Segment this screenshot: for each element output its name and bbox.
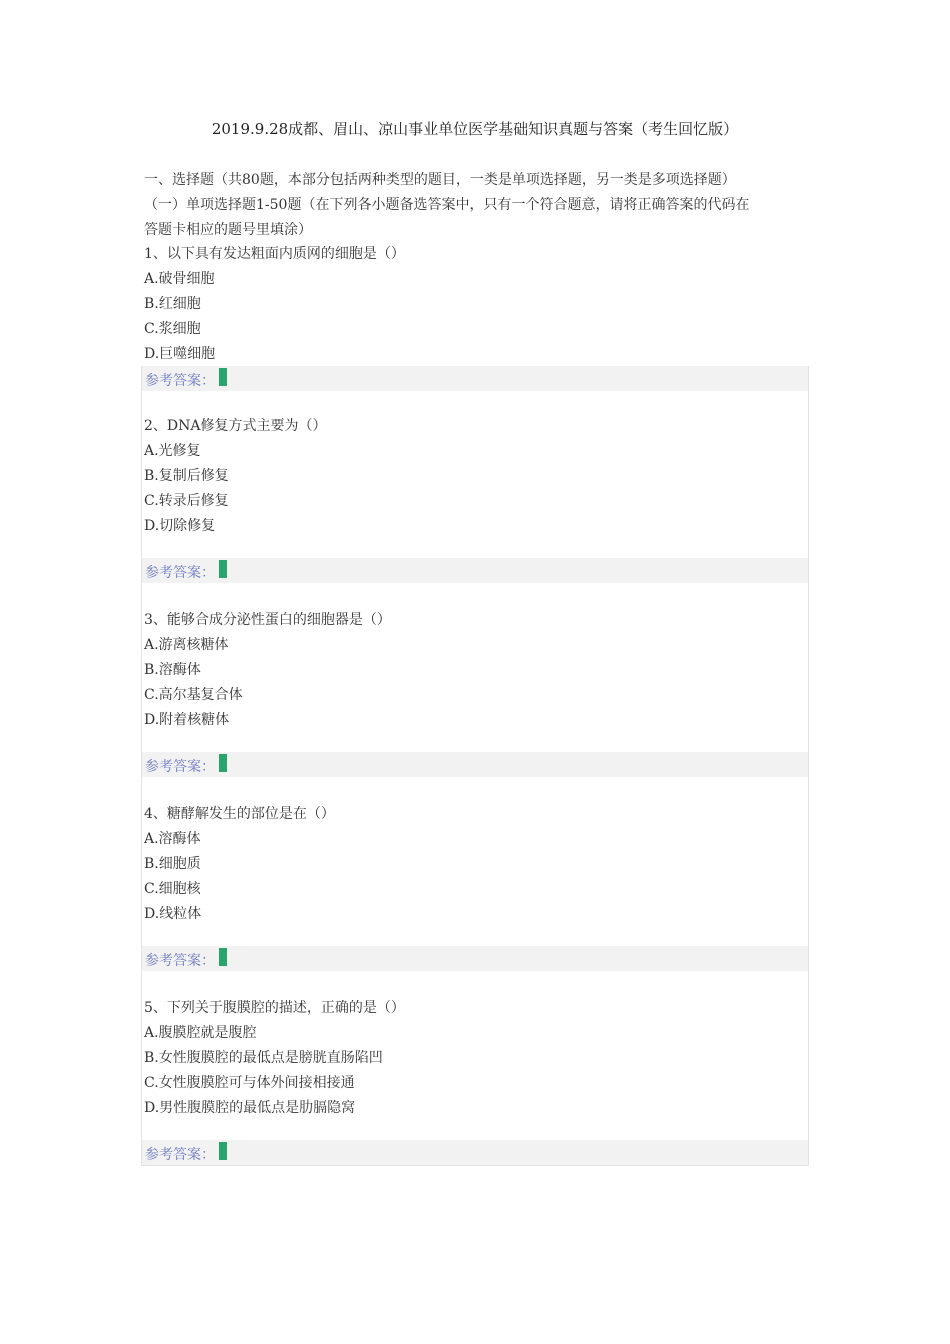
answer-bar-4[interactable] [142, 946, 808, 971]
page-title: 2019.9.28成都、眉山、凉山事业单位医学基础知识真题与答案（考生回忆版） [211, 120, 739, 138]
section-intro [144, 168, 816, 243]
option-d: D.男性腹膜腔的最低点是肋膈隐窝 [144, 1100, 356, 1116]
option-a: A.腹膜腔就是腹腔 [144, 1025, 257, 1041]
section-heading: 一、选择题（共80题，本部分包括两种类型的题目，一类是单项选择题，另一类是多项选择题） [144, 172, 736, 188]
answer-reveal-marker[interactable] [219, 560, 227, 578]
question-2 [144, 414, 804, 539]
option-d: D.切除修复 [144, 518, 216, 534]
question-stem: 4、糖酵解发生的部位是在（） [144, 806, 335, 822]
option-a: A.光修复 [144, 443, 201, 459]
option-c: C.转录后修复 [144, 493, 229, 509]
subsection-heading-line-2: 答题卡相应的题号里填涂） [144, 222, 312, 238]
question-stem: 2、DNA修复方式主要为（） [144, 418, 327, 434]
answer-bar-5[interactable] [142, 1140, 808, 1165]
option-d: D.附着核糖体 [144, 712, 230, 728]
answer-bar-1[interactable] [142, 366, 808, 391]
answer-reveal-marker[interactable] [219, 754, 227, 772]
subsection-heading-line-1: （一）单项选择题1-50题（在下列各小题备选答案中，只有一个符合题意，请将正确答案的代码在 [144, 197, 750, 213]
answer-reveal-marker[interactable] [219, 368, 227, 386]
option-d: D.线粒体 [144, 906, 202, 922]
option-c: C.浆细胞 [144, 321, 201, 337]
question-1 [144, 242, 804, 367]
question-5 [144, 996, 804, 1121]
answer-bar-2[interactable] [142, 558, 808, 583]
option-b: B.复制后修复 [144, 468, 229, 484]
answer-label: 参考答案： [145, 373, 215, 389]
option-d: D.巨噬细胞 [144, 346, 216, 362]
option-b: B.溶酶体 [144, 662, 201, 678]
answer-label: 参考答案： [145, 953, 215, 969]
answer-reveal-marker[interactable] [219, 948, 227, 966]
question-4 [144, 802, 804, 927]
option-c: C.女性腹膜腔可与体外间接相接通 [144, 1075, 355, 1091]
question-stem: 5、下列关于腹膜腔的描述，正确的是（） [144, 1000, 405, 1016]
option-c: C.细胞核 [144, 881, 201, 897]
option-a: A.溶酶体 [144, 831, 201, 847]
question-stem: 3、能够合成分泌性蛋白的细胞器是（） [144, 612, 391, 628]
option-c: C.高尔基复合体 [144, 687, 243, 703]
answer-reveal-marker[interactable] [219, 1142, 227, 1160]
option-a: A.游离核糖体 [144, 637, 229, 653]
answer-label: 参考答案： [145, 759, 215, 775]
answer-bar-3[interactable] [142, 752, 808, 777]
question-3 [144, 608, 804, 733]
question-stem: 1、以下具有发达粗面内质网的细胞是（） [144, 246, 405, 262]
option-b: B.女性腹膜腔的最低点是膀胱直肠陷凹 [144, 1050, 383, 1066]
option-b: B.红细胞 [144, 296, 201, 312]
option-a: A.破骨细胞 [144, 271, 215, 287]
option-b: B.细胞质 [144, 856, 201, 872]
answer-label: 参考答案： [145, 1147, 215, 1163]
answer-label: 参考答案： [145, 565, 215, 581]
